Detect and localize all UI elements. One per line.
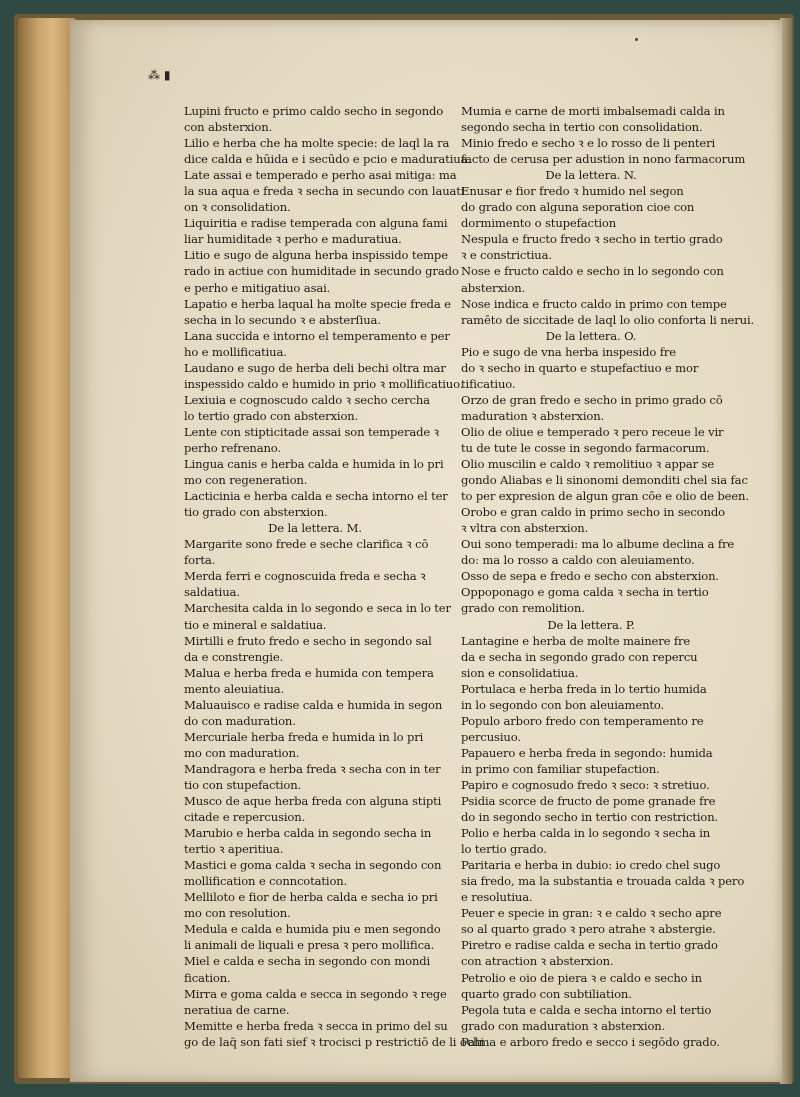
text-line: neratiua de carne. (184, 1002, 290, 1017)
text-line: ꝛ e constrictiua. (461, 248, 552, 263)
text-line: De la lettera. O. (545, 328, 637, 343)
text-line: sia fredo, ma la substantia e trouada calda ꝛ pero (461, 874, 745, 889)
text-line: grado con remolition. (461, 601, 585, 616)
text-line: do ꝛ secho in quarto e stupefactiuo e mor (461, 360, 699, 375)
text-line: De la lettera. N. (545, 168, 637, 183)
text-line: percusiuo. (461, 729, 521, 744)
page-mark: ⁂ ▮ (148, 68, 171, 82)
text-line: con absterxion. (184, 120, 273, 135)
text-line: mollification e conncotation. (184, 874, 348, 889)
text-line: tertio ꝛ aperitiua. (184, 842, 284, 857)
text-line: Lexiuia e cognoscudo caldo ꝛ secho cercha (184, 392, 430, 407)
text-line: Mercuriale herba freda e humida in lo pri (184, 729, 424, 744)
text-line: Enusar e fior fredo ꝛ humido nel segon (461, 184, 684, 199)
text-line: Memitte e herba freda ꝛ secca in primo del su (184, 1018, 448, 1033)
text-line: dice calda e hūida e i secūdo e pcio e maduratiua. (184, 152, 471, 167)
text-line: Maluauisco e radise calda e humida in segon (184, 697, 443, 712)
text-line: quarto grado con subtiliation. (461, 986, 632, 1001)
text-line: go de laq̄ son fati sief ꝛ trocisci p restrictiō de li ochi (184, 1034, 484, 1049)
text-line: do in segondo secho in tertio con restriction. (461, 810, 719, 825)
text-line: mo con maduration. (184, 745, 300, 760)
text-line: perho refrenano. (184, 440, 281, 455)
text-line: Papiro e cognosudo fredo ꝛ seco: ꝛ stretiuo. (461, 777, 710, 792)
text-line: mo con regeneration. (184, 473, 308, 488)
text-line: tio grado con absterxion. (184, 505, 328, 520)
text-line: lo tertio grado con absterxion. (184, 408, 359, 423)
text-line: to per expresion de algun gran cōe e olio de been. (461, 489, 749, 504)
text-line: lo tertio grado. (461, 842, 547, 857)
text-line: Lente con stipticitade assai son temperade ꝛ (184, 424, 440, 439)
text-line: Lana succida e intorno el temperamento e per (184, 328, 450, 343)
text-line: absterxion. (461, 280, 526, 295)
text-line: do con maduration. (184, 713, 296, 728)
text-line: Pegola tuta e calda e secha intorno el tertio (461, 1002, 712, 1017)
text-line: gondo Aliabas e li sinonomi demonditi chel sia fac (461, 473, 748, 488)
text-line: Olio de oliue e temperado ꝛ pero receue le vir (461, 424, 724, 439)
text-line: Peuer e specie in gran: ꝛ e caldo ꝛ secho apre (461, 906, 722, 921)
text-line: in primo con familiar stupefaction. (461, 761, 660, 776)
text-line: sion e consolidatiua. (461, 665, 579, 680)
text-line: Psidia scorce de fructo de pome granade fre (461, 794, 716, 809)
text-line: citade e repercusion. (184, 810, 306, 825)
text-line: Marubio e herba calda in segondo secha in (184, 826, 432, 841)
text-line: Polio e herba calda in lo segondo ꝛ secha in (461, 826, 711, 841)
text-line: Mumia e carne de morti imbalsemadi calda in (461, 104, 725, 118)
text-line: Melliloto e fior de herba calda e secha io pri (184, 890, 438, 905)
text-line: Merda ferri e cognoscuida freda e secha ꝛ (184, 569, 426, 584)
text-line: Marchesita calda in lo segondo e seca in lo ter (184, 601, 451, 616)
text-line: rado in actiue con humiditade in secundo grado (184, 264, 459, 279)
text-line: la sua aqua e freda ꝛ secha in secundo con lauati (184, 184, 465, 199)
text-line: tu de tute le cosse in segondo farmacorum. (461, 440, 710, 455)
text-line: Liquiritia e radise temperada con alguna fami (184, 216, 448, 231)
text-line: do grado con alguna seporation cioe con (461, 200, 695, 215)
text-line: Petrolio e oio de piera ꝛ e caldo e secho in (461, 970, 702, 985)
text-line: segondo secha in tertio con consolidation. (461, 120, 703, 135)
text-line: Oppoponago e goma calda ꝛ secha in tertio (461, 585, 709, 600)
text-line: Miel e calda e secha in segondo con mondi (184, 954, 431, 969)
text-line: secha in lo secundo ꝛ e absterſiua. (184, 312, 381, 327)
text-line: e resolutiua. (461, 890, 533, 905)
text-line: Piretro e radise calda e secha in tertio grado (461, 938, 718, 953)
text-line: dormimento o stupefaction (461, 216, 617, 231)
text-line: Lantagine e herba de molte mainere fre (461, 633, 691, 648)
page-speck (635, 38, 638, 41)
text-line: Malua e herba freda e humida con tempera (184, 665, 434, 680)
text-line: ꝛ vltra con absterxion. (461, 521, 589, 536)
page-edges (18, 18, 76, 1078)
text-line: Oui sono temperadi: ma lo albume declina a fre (461, 537, 735, 552)
text-line: e perho e mitigatiuo asai. (184, 280, 331, 295)
text-line: Mirtilli e fruto fredo e secho in segondo sal (184, 633, 432, 648)
text-line: fication. (184, 970, 231, 985)
text-line: Medula e calda e humida piu e men segondo (184, 922, 441, 937)
text-line: Lupini fructo e primo caldo secho in segondo (184, 104, 444, 118)
text-line: Portulaca e herba freda in lo tertio humida (461, 681, 707, 696)
left-column (184, 103, 484, 1050)
text-line: da e constrengie. (184, 649, 284, 664)
text-line: liar humiditade ꝛ perho e maduratiua. (184, 232, 402, 247)
text-line: Paritaria e herba in dubio: io credo chel sugo (461, 858, 721, 873)
text-line: facto de cerusa per adustion in nono farmacorum (461, 152, 746, 167)
text-line: mento aleuiatiua. (184, 681, 285, 696)
text-line: Lapatio e herba laqual ha molte specie freda e (184, 296, 451, 311)
text-line: Mastici e goma calda ꝛ secha in segondo con (184, 858, 442, 873)
text-line: forta. (184, 553, 216, 568)
text-line: Papauero e herba freda in segondo: humida (461, 745, 713, 760)
text-line: inspessido caldo e humido in prio ꝛ mollificatiuo. (184, 376, 464, 391)
text-line: con atraction ꝛ absterxion. (461, 954, 614, 969)
text-line: Nespula e fructo fredo ꝛ secho in tertio grado (461, 232, 723, 247)
text-line: Musco de aque herba freda con alguna stipti (184, 794, 442, 809)
text-line: tificatiuo. (461, 376, 516, 391)
text-line: Minio fredo e secho ꝛ e lo rosso de li penteri (461, 136, 716, 151)
text-line: do: ma lo rosso a caldo con aleuiamento. (461, 553, 695, 568)
text-line: Nose e fructo caldo e secho in lo segondo con (461, 264, 724, 279)
text-line: da e secha in segondo grado con repercu (461, 649, 698, 664)
text-line: Palma e arboro fredo e secco i segōdo grado. (461, 1034, 720, 1049)
text-line: tio con stupefaction. (184, 777, 302, 792)
text-line: ramēto de siccitade de laql lo olio conforta li nerui. (461, 312, 755, 327)
text-line: Olio muscilin e caldo ꝛ remolitiuo ꝛ appar se (461, 457, 715, 472)
text-line: so al quarto grado ꝛ pero atrahe ꝛ abstergie. (461, 922, 716, 937)
text-line: Margarite sono frede e seche clarifica ꝛ cō (184, 537, 429, 552)
text-line: ho e mollificatiua. (184, 344, 287, 359)
text-line: Populo arboro fredo con temperamento re (461, 713, 704, 728)
text-line: Lacticinia e herba calda e secha intorno el ter (184, 489, 448, 504)
text-line: li animali de liquali e presa ꝛ pero mollifica. (184, 938, 435, 953)
text-line: Mandragora e herba freda ꝛ secha con in ter (184, 761, 441, 776)
text-line: in lo segondo con bon aleuiamento. (461, 697, 665, 712)
right-column (461, 103, 755, 1050)
text-line: Lingua canis e herba calda e humida in lo pri (184, 457, 444, 472)
text-line: Pio e sugo de vna herba inspesido fre (461, 344, 676, 359)
text-line: Laudano e sugo de herba deli bechi oltra mar (184, 360, 446, 375)
text-line: tio e mineral e saldatiua. (184, 617, 327, 632)
text-line: De la lettera. M. (268, 521, 362, 536)
text-line: Litio e sugo de alguna herba inspissido tempe (184, 248, 448, 263)
text-line: Late assai e temperado e perho asai mitiga: ma (184, 168, 457, 183)
text-line: Lilio e herba che ha molte specie: de laql la ra (184, 136, 450, 151)
text-line: Orobo e gran caldo in primo secho in secondo (461, 505, 725, 520)
text-line: mo con resolution. (184, 906, 291, 921)
text-line: saldatiua. (184, 585, 240, 600)
text-line: grado con maduration ꝛ absterxion. (461, 1018, 666, 1033)
text-line: Nose indica e fructo caldo in primo con tempe (461, 296, 727, 311)
text-line: Mirra e goma calda e secca in segondo ꝛ rege (184, 986, 447, 1001)
text-line: on ꝛ consolidation. (184, 200, 291, 215)
text-line: Orzo de gran fredo e secho in primo grado cō (461, 392, 723, 407)
text-line: maduration ꝛ absterxion. (461, 408, 605, 423)
text-line: De la lettera. P. (547, 617, 635, 632)
text-line: Osso de sepa e fredo e secho con absterxion. (461, 569, 719, 584)
